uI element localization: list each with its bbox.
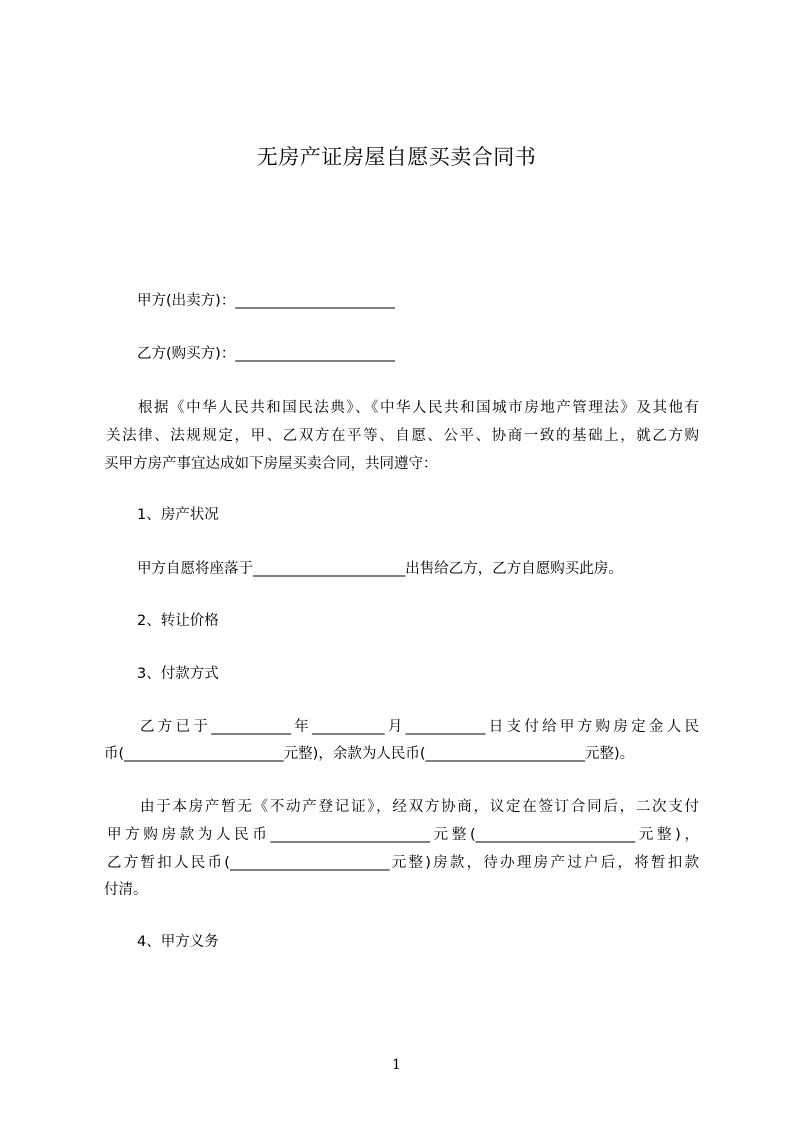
payment-paragraph-line-1: 乙方已于___________年__________月___________日支付给甲方购房定金人民 (140, 719, 699, 735)
note-paragraph-line-1: 由于本房产暂无《不动产登记证》，经双方协商，议定在签订合同后，二次支付 (140, 799, 699, 815)
intro-paragraph-line-3: 买甲方房产事宜达成如下房屋买卖合同，共同遵守： (104, 456, 438, 472)
contract-title: 无房产证房屋自愿买卖合同书 (256, 145, 537, 169)
note-paragraph-line-4: 付清。 (104, 882, 148, 898)
intro-paragraph-line-2: 关法律、法规规定，甲、乙双方在平等、自愿、公平、协商一致的基础上，就乙方购 (106, 428, 699, 444)
party-a-line: 甲方(出卖方)：______________________ (137, 293, 395, 309)
page-number: 1 (392, 1057, 401, 1073)
section-1-text: 甲方自愿将座落于_____________________出售给乙方，乙方自愿购买此房。 (137, 561, 623, 577)
payment-paragraph-line-2: 币(______________________元整)，余款为人民币(______________________元整)。 (104, 746, 635, 762)
intro-paragraph-line-1: 根据《中华人民共和国民法典》、《中华人民共和国城市房地产管理法》及其他有 (138, 400, 699, 416)
note-paragraph-line-2: 甲方购房款为人民币______________________元整(______________________元整)， (107, 827, 699, 843)
section-3-heading: 3、付款方式 (137, 666, 219, 682)
section-1-heading: 1、房产状况 (137, 507, 219, 523)
note-paragraph-line-3: 乙方暂扣人民币(______________________元整)房款，待办理房产过户后，将暂扣款 (107, 855, 699, 871)
party-b-line: 乙方(购买方)：______________________ (137, 346, 395, 362)
section-4-heading: 4、甲方义务 (137, 934, 219, 950)
section-2-heading: 2、转让价格 (137, 613, 219, 629)
